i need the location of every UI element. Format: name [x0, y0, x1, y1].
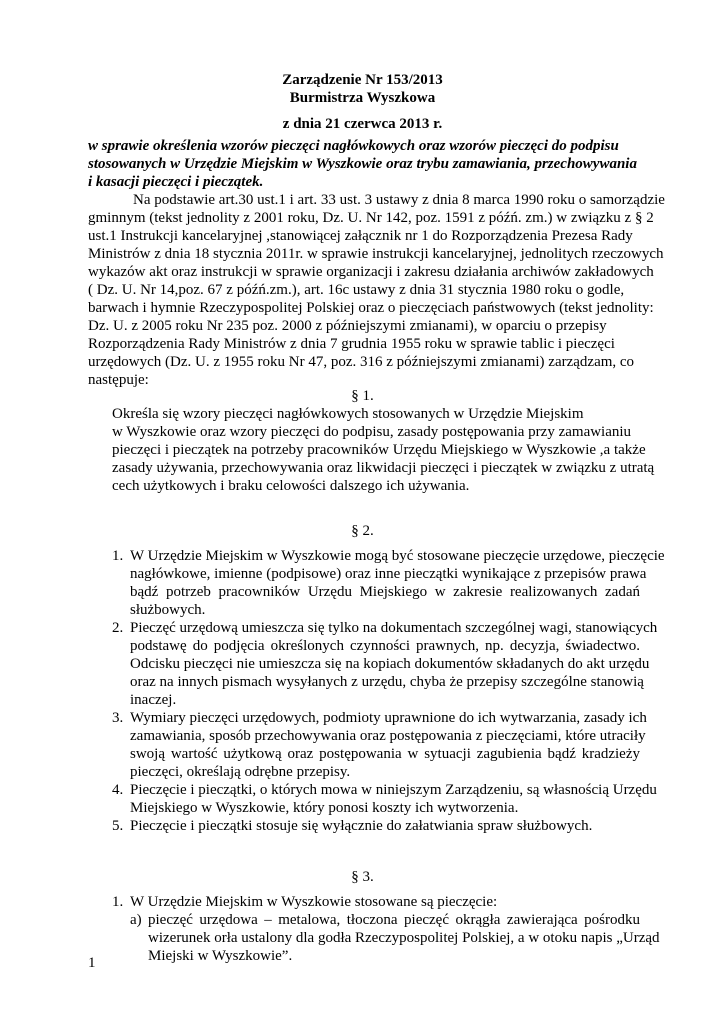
subject-line: i kasacji pieczęci i pieczątek.: [88, 174, 264, 190]
paragraph-line: w Wyszkowie oraz wzory pieczęci do podpisu, zasady postępowania przy zamawianiu: [112, 424, 632, 440]
list-number: 1.: [112, 894, 124, 910]
section-heading: § 1.: [351, 388, 374, 404]
list-line: inaczej.: [130, 692, 177, 708]
preamble-line: Ministrów z dnia 18 stycznia 2011r. w sprawie instrukcji kancelaryjnej, jednolitych rzeczowych: [88, 246, 664, 262]
preamble-line: barwach i hymnie Rzeczypospolitej Polskiej oraz o pieczęciach państwowych (tekst jednolity:: [88, 300, 654, 316]
list-number: 5.: [112, 818, 124, 834]
list-line: podstawę do podjęcia określonych czynności prawnych, np. decyzja, świadectwo.: [130, 638, 640, 654]
preamble-line: następuje:: [88, 372, 149, 388]
paragraph-line: Określa się wzory pieczęci nagłówkowych stosowanych w Urzędzie Miejskim: [112, 406, 584, 422]
document-date: z dnia 21 czerwca 2013 r.: [282, 116, 443, 132]
paragraph-line: zasady używania, przechowywania oraz likwidacji pieczęci i pieczątek w związku z utratą: [112, 460, 655, 476]
list-line: Pieczęć urzędową umieszcza się tylko na dokumentach szczególnej wagi, stanowiących: [130, 620, 658, 636]
preamble-line: Rozporządzenia Rady Ministrów z dnia 7 grudnia 1955 roku w sprawie tablic i pieczęci: [88, 336, 615, 352]
document-title: Zarządzenie Nr 153/2013: [282, 72, 443, 88]
list-line: Miejski w Wyszkowie”.: [148, 948, 293, 964]
list-number: 4.: [112, 782, 124, 798]
list-line: W Urzędzie Miejskim w Wyszkowie stosowane są pieczęcie:: [130, 894, 498, 910]
section-heading: § 2.: [351, 523, 374, 539]
preamble-line: Dz. U. z 2005 roku Nr 235 poz. 2000 z późniejszymi zmianami), w oparciu o przepisy: [88, 318, 607, 334]
paragraph-line: pieczęci i pieczątek na potrzeby pracowników Urzędu Miejskiego w Wyszkowie ,a także: [112, 442, 646, 458]
preamble-line: urzędowych (Dz. U. z 1955 roku Nr 47, poz. 316 z późniejszymi zmianami) zarządzam, co: [88, 354, 635, 370]
paragraph-line: cech użytkowych i braku celowości dalszego ich używania.: [112, 478, 470, 494]
list-line: Odcisku pieczęci nie umieszcza się na kopiach dokumentów składanych do akt urzędu: [130, 656, 650, 672]
list-line: Pieczęcie i pieczątki stosuje się wyłącznie do załatwiania spraw służbowych.: [130, 818, 593, 834]
subject-line: w sprawie określenia wzorów pieczęci nagłówkowych oraz wzorów pieczęci do podpisu: [88, 138, 619, 154]
list-line: Pieczęcie i pieczątki, o których mowa w niniejszym Zarządzeniu, są własnością Urzędu: [130, 782, 657, 798]
preamble-line: gminnym (tekst jednolity z 2001 roku, Dz. U. Nr 142, poz. 1591 z późń. zm.) w związku z § 2: [88, 210, 654, 226]
subject-line: stosowanych w Urzędzie Miejskim w Wyszkowie oraz trybu zamawiania, przechowywania: [88, 156, 637, 172]
list-line: swoją wartość użytkową oraz postępowania w sytuacji zagubienia bądź kradzieży: [130, 746, 640, 762]
list-number: 1.: [112, 548, 124, 564]
preamble-line: ( Dz. U. Nr 14,poz. 67 z późń.zm.), art. 16c ustawy z dnia 31 stycznia 1980 roku o godle,: [88, 282, 625, 298]
list-line: W Urzędzie Miejskim w Wyszkowie mogą być stosowane pieczęcie urzędowe, pieczęcie: [130, 548, 665, 564]
list-number: 3.: [112, 710, 124, 726]
list-line: pieczęć urzędowa – metalowa, tłoczona pieczęć okrągła zawierająca pośrodku: [148, 912, 640, 928]
page-number: 1: [88, 955, 96, 971]
list-line: bądź potrzeb pracowników Urzędu Miejskiego w zakresie realizowanych zadań: [130, 584, 640, 600]
list-number: 2.: [112, 620, 124, 636]
preamble-line: ust.1 Instrukcji kancelaryjnej ,stanowiącej załącznik nr 1 do Rozporządzenia Prezesa Rady: [88, 228, 633, 244]
list-line: nagłówkowe, imienne (podpisowe) oraz inne pieczątki wynikające z przepisów prawa: [130, 566, 647, 582]
list-line: Miejskiego w Wyszkowie, który ponosi koszty ich wytworzenia.: [130, 800, 519, 816]
list-line: Wymiary pieczęci urzędowych, podmioty uprawnione do ich wytwarzania, zasady ich: [130, 710, 647, 726]
preamble-line: Na podstawie art.30 ust.1 i art. 33 ust. 3 ustawy z dnia 8 marca 1990 roku o samorządzie: [133, 192, 665, 208]
sub-list-label: a): [130, 912, 142, 928]
list-line: służbowych.: [130, 602, 206, 618]
section-heading: § 3.: [351, 869, 374, 885]
list-line: oraz na innych pismach wysyłanych z urzędu, chyba że przepisy szczególne stanowią: [130, 674, 644, 690]
preamble-line: wykazów akt oraz instrukcji w sprawie organizacji i zakresu działania archiwów zakładowych: [88, 264, 654, 280]
list-line: wizerunek orła ustalony dla godła Rzeczypospolitej Polskiej, a w otoku napis „Urząd: [148, 930, 660, 946]
document-subtitle: Burmistrza Wyszkowa: [289, 90, 436, 106]
list-line: zamawiania, sposób przechowywania oraz postępowania z pieczęciami, które utraciły: [130, 728, 646, 744]
list-line: pieczęci, określają odrębne przepisy.: [130, 764, 351, 780]
